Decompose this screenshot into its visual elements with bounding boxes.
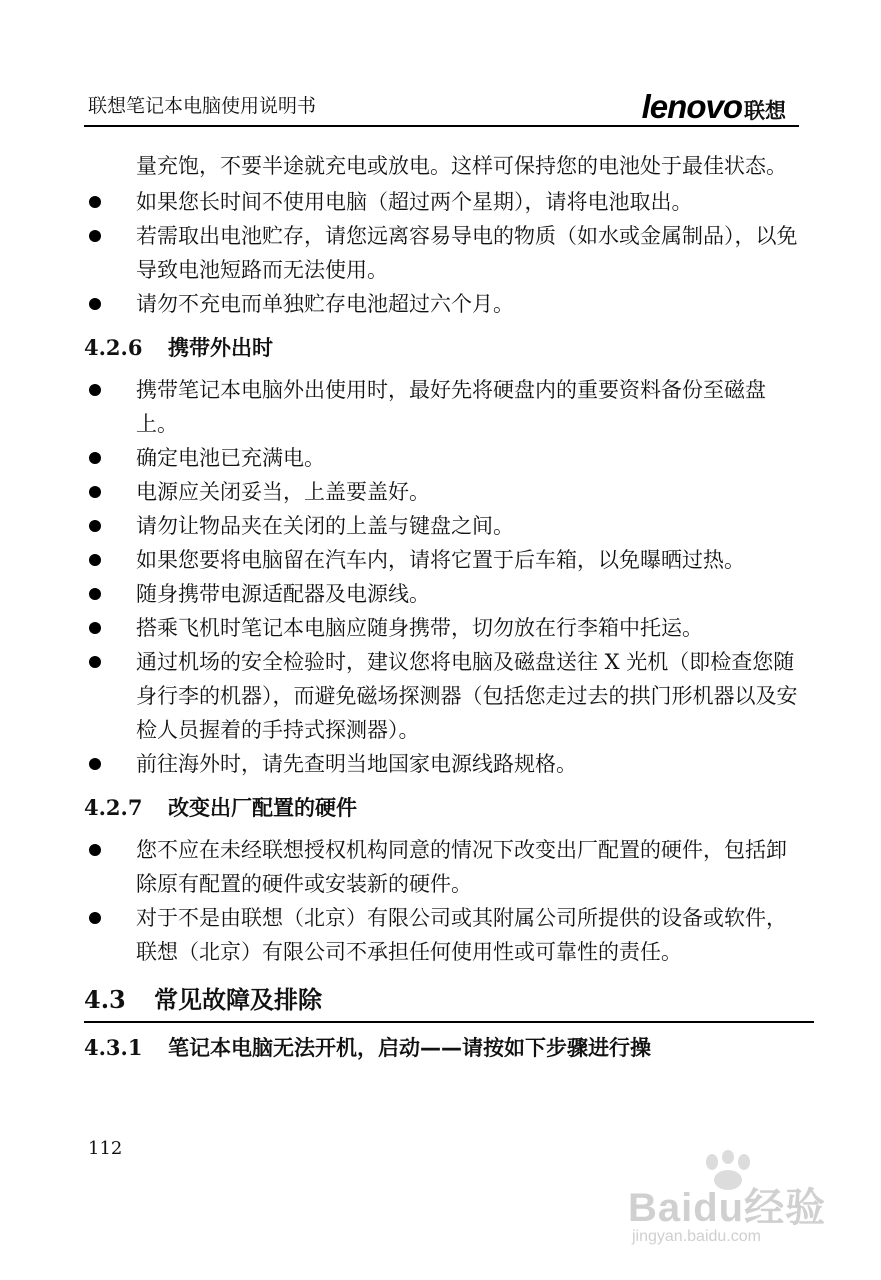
bullet-icon [89, 520, 101, 532]
page-number: 112 [88, 1138, 123, 1159]
section-heading-4-2-6: 4.2.6 携带外出时 [84, 335, 273, 360]
list-item: 请勿不充电而单独贮存电池超过六个月。 [84, 287, 804, 321]
brand-cn-text: 联想 [744, 99, 786, 123]
bullet-icon [89, 486, 101, 498]
list-item: 如果您长时间不使用电脑（超过两个星期），请将电池取出。 [84, 185, 804, 219]
list-item: 如果您要将电脑留在汽车内，请将它置于后车箱，以免曝晒过热。 [84, 543, 804, 577]
list-item: 对于不是由联想（北京）有限公司或其附属公司所提供的设备或软件，联想（北京）有限公司不承担任何使用性或可靠性的责任。 [84, 901, 804, 969]
list-item: 前往海外时，请先查明当地国家电源线路规格。 [84, 747, 804, 781]
bullet-icon [89, 298, 101, 310]
list-item: 若需取出电池贮存，请您远离容易导电的物质（如水或金属制品），以免导致电池短路而无法使用。 [84, 219, 804, 287]
bullet-icon [89, 452, 101, 464]
bullet-icon [89, 758, 101, 770]
list-item: 请勿让物品夹在关闭的上盖与键盘之间。 [84, 509, 804, 543]
header-title: 联想笔记本电脑使用说明书 [88, 95, 317, 117]
bullet-icon [89, 384, 101, 396]
section-heading-4-3-1: 4.3.1 笔记本电脑无法开机，启动——请按如下步骤进行操 [84, 1035, 651, 1060]
continuation-paragraph: 量充饱，不要半途就充电或放电。这样可保持您的电池处于最佳状态。 [136, 154, 787, 178]
list-item: 您不应在未经联想授权机构同意的情况下改变出厂配置的硬件，包括卸除原有配置的硬件或安装新的硬件。 [84, 833, 804, 901]
bullet-icon [89, 912, 101, 924]
chapter-heading-4-3: 4.3 常见故障及排除 [84, 985, 322, 1014]
bullet-icon [89, 844, 101, 856]
bullet-icon [89, 622, 101, 634]
page-content [84, 149, 804, 1063]
watermark-url: jingyan.baidu.com [632, 1228, 761, 1245]
bullet-icon [89, 656, 101, 668]
chapter-rule [84, 1021, 814, 1023]
section-heading-4-2-7: 4.2.7 改变出厂配置的硬件 [84, 795, 357, 820]
list-item: 通过机场的安全检验时，建议您将电脑及磁盘送往 X 光机（即检查您随身行李的机器），而避免磁场探测器（包括您走过去的拱门形机器以及安检人员握着的手持式探测器）。 [84, 645, 804, 747]
list-item: 确定电池已充满电。 [84, 441, 804, 475]
brand-logo-text: lenovo [641, 88, 742, 125]
lenovo-logo [642, 88, 786, 126]
header-rule [84, 125, 799, 127]
bullet-icon [89, 554, 101, 566]
bullet-icon [89, 196, 101, 208]
bullet-icon [89, 230, 101, 242]
bullet-icon [89, 588, 101, 600]
list-item: 携带笔记本电脑外出使用时，最好先将硬盘内的重要资料备份至磁盘上。 [84, 373, 804, 441]
watermark-text: Baidu经验 [628, 1186, 827, 1230]
list-item: 随身携带电源适配器及电源线。 [84, 577, 804, 611]
list-item: 电源应关闭妥当，上盖要盖好。 [84, 475, 804, 509]
list-item: 搭乘飞机时笔记本电脑应随身携带，切勿放在行李箱中托运。 [84, 611, 804, 645]
baidu-watermark [628, 1150, 828, 1250]
